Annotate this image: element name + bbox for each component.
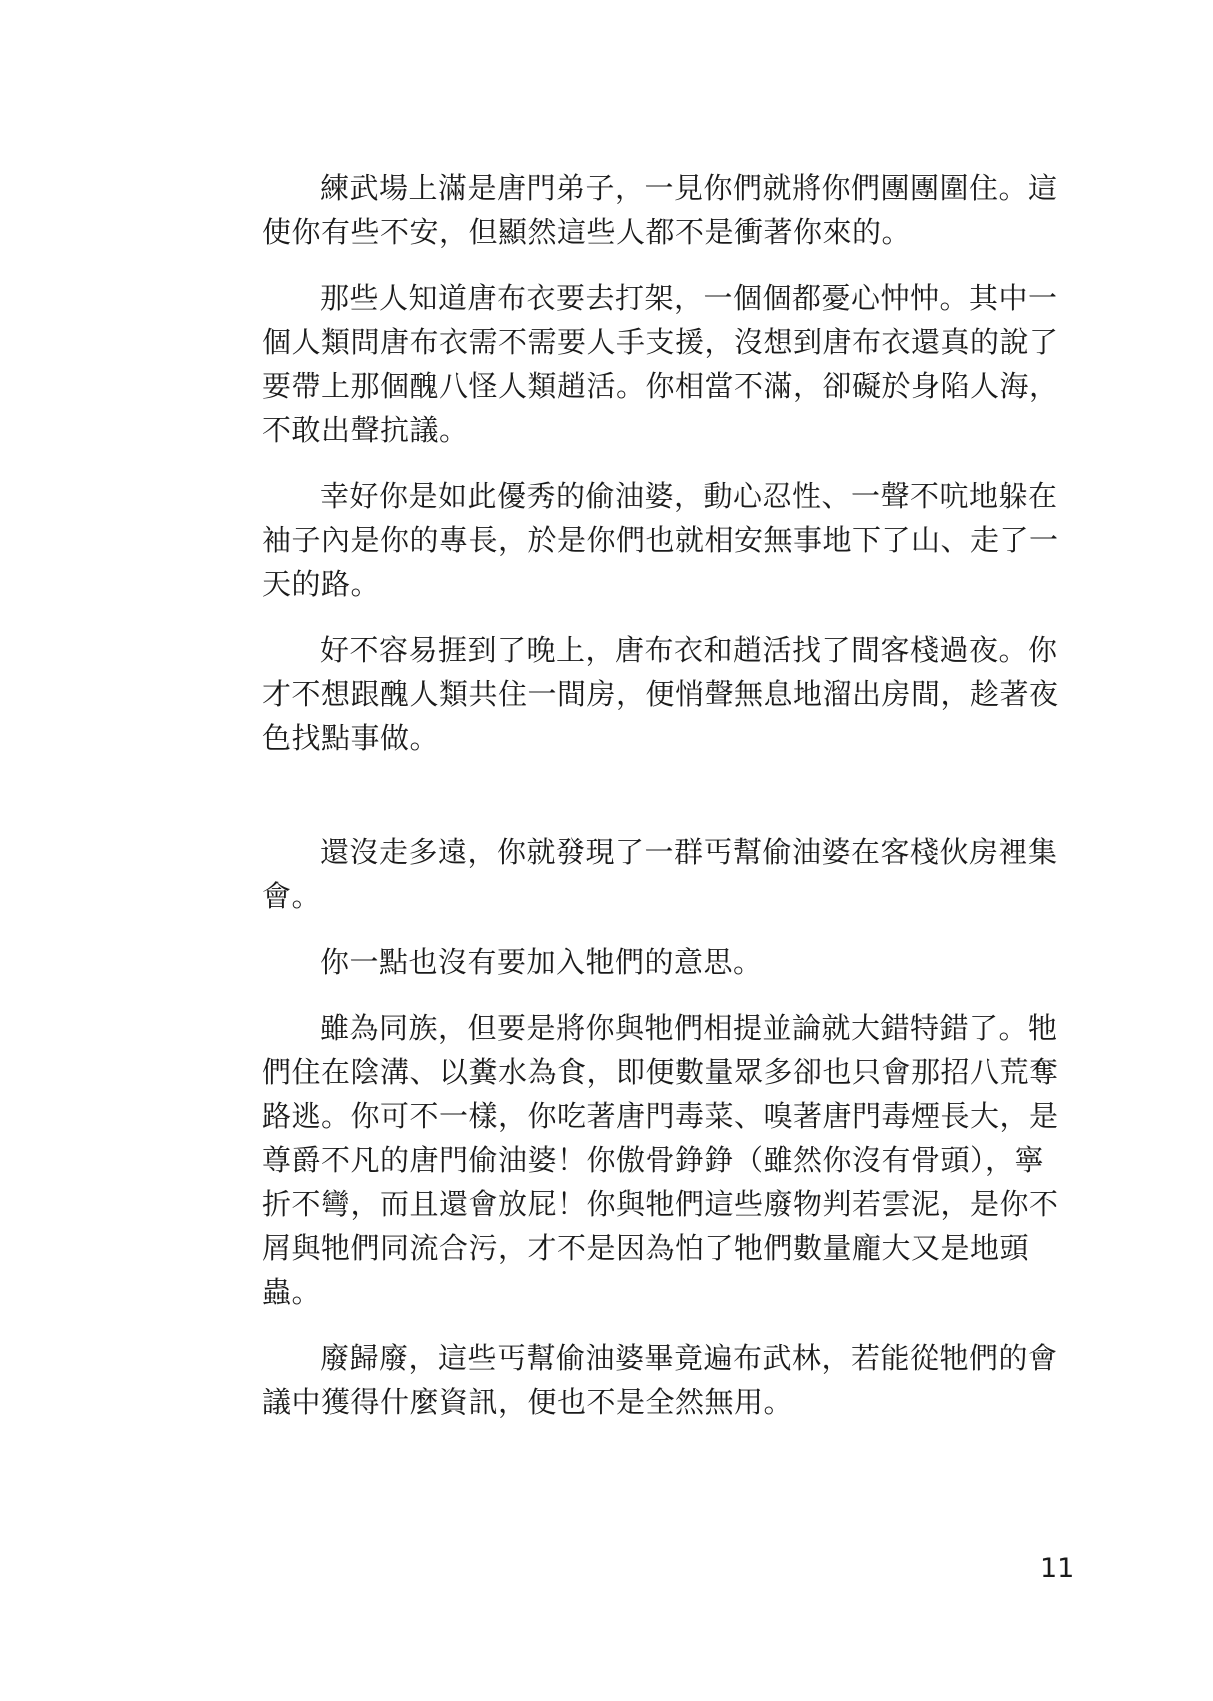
paragraph: 雖為同族，但要是將你與牠們相提並論就大錯特錯了。牠們住在陰溝、以糞水為食，即便數量眾多卻也只會那招八荒奪路逃。你可不一樣，你吃著唐門毒菜、嗅著唐門毒煙長大，是尊爵不凡的唐門偷油婆！你傲骨錚錚（雖然你沒有骨頭），寧折不彎，而且還會放屁！你與牠們這些廢物判若雲泥，是你不屑與牠們同流合污，才不是因為怕了牠們數量龐大又是地頭蟲。 xyxy=(262,1011,1059,1309)
page-number: 11 xyxy=(1040,1553,1075,1584)
paragraph: 廢歸廢，這些丐幫偷油婆畢竟遍布武林，若能從牠們的會議中獲得什麼資訊，便也不是全然無用。 xyxy=(262,1341,1058,1419)
paragraph: 還沒走多遠，你就發現了一群丐幫偷油婆在客棧伙房裡集會。 xyxy=(262,835,1058,913)
section-2 xyxy=(262,830,1062,1424)
paragraph: 那些人知道唐布衣要去打架，一個個都憂心忡忡。其中一個人類問唐布衣需不需要人手支援，沒想到唐布衣還真的說了要帶上那個醜八怪人類趙活。你相當不滿，卻礙於身陷人海，不敢出聲抗議。 xyxy=(262,281,1059,447)
paragraph: 幸好你是如此優秀的偷油婆，動心忍性、一聲不吭地躲在袖子內是你的專長，於是你們也就相安無事地下了山、走了一天的路。 xyxy=(262,479,1059,601)
paragraph: 好不容易捱到了晚上，唐布衣和趙活找了間客棧過夜。你才不想跟醜人類共住一間房，便悄聲無息地溜出房間，趁著夜色找點事做。 xyxy=(262,633,1059,755)
paragraph: 練武場上滿是唐門弟子，一見你們就將你們團團圍住。這使你有些不安，但顯然這些人都不是衝著你來的。 xyxy=(262,171,1058,249)
section-1 xyxy=(262,166,1062,760)
paragraph: 你一點也沒有要加入牠們的意思。 xyxy=(320,945,763,979)
